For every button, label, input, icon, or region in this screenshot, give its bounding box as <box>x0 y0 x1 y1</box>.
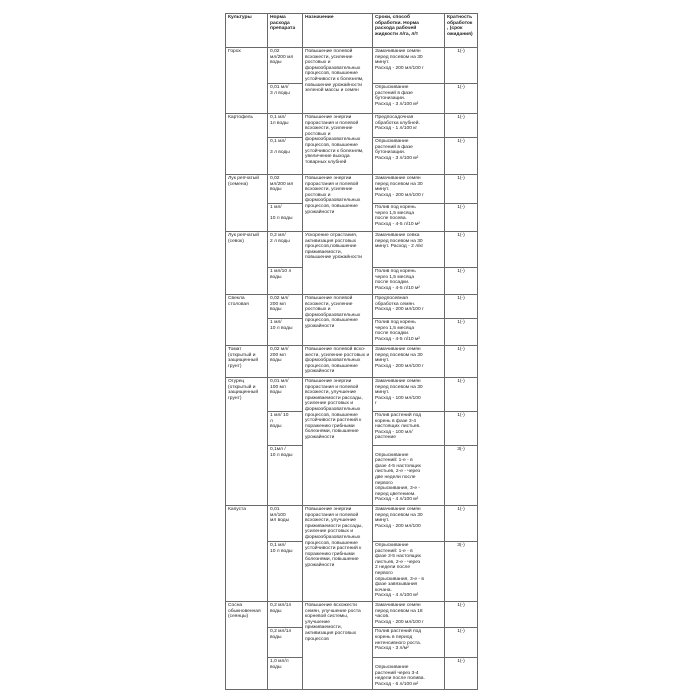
header-purpose: Назначение <box>303 14 373 48</box>
cell-multiplicity: 1(-) <box>445 48 478 84</box>
cell-multiplicity: 1(-) <box>445 628 478 658</box>
cell-culture: Огурец (открытый и защищенный грунт) <box>226 377 268 505</box>
cell-culture: Горох <box>226 48 268 114</box>
cell-timing: Опрыскивание растений в фазе бутонизации. Расход - 3 л/100 м² <box>373 138 445 175</box>
cell-multiplicity: 1(-) <box>445 411 478 445</box>
cell-dose: 0,2 мл/1л воды <box>268 601 303 627</box>
cell-culture: Лук репчатый (севок) <box>226 232 268 295</box>
header-multiplicity: Кратность обработок , (срок ожидания) <box>445 14 478 48</box>
cell-multiplicity: 1(-) <box>445 505 478 541</box>
cell-dose: 1,0 мл/л воды <box>268 658 303 690</box>
cell-dose: 0,02 мл/200 мл воды <box>268 175 303 204</box>
cell-multiplicity: 1(-) <box>445 658 478 690</box>
cell-dose: 0,1 мл/ 10 л воды <box>268 541 303 601</box>
cell-multiplicity: 1(-) <box>445 204 478 232</box>
table-row <box>226 232 478 268</box>
cell-purpose: Повышение энергии прорастания и полевой всхожести, улучшение приживаемости рассады, усиление ростовых и формообразовательных процессов, повышение устойчивости растений к поражению грибными болезнями, повышение урожайности <box>303 377 373 505</box>
cell-dose: 1 мл/10 л воды <box>268 268 303 295</box>
cell-culture: Томат (открытый и защищенный грунт) <box>226 346 268 378</box>
cell-multiplicity: 3(-) <box>445 541 478 601</box>
cell-multiplicity: 1(-) <box>445 268 478 295</box>
cell-timing: Замачивание семян перед посевом на 30 минут. Расход - 200 мл/100 г <box>373 346 445 378</box>
table-row <box>226 175 478 204</box>
cell-multiplicity: 1(-) <box>445 175 478 204</box>
cell-multiplicity: 3(-) <box>445 445 478 505</box>
cell-timing: Полив под корень через 1,5 месяца после посадки. Расход - 4-5 л/10 м² <box>373 319 445 346</box>
cell-purpose: Повышение всхожести семян, улучшение роста корневой системы, улучшение приживаемости, активизация ростовых процессов <box>303 601 373 689</box>
cell-dose: 0,01 мл/100 мл воды <box>268 505 303 541</box>
preparation-table <box>225 13 478 690</box>
cell-culture: Капуста <box>226 505 268 601</box>
table-header-row <box>226 14 478 48</box>
cell-purpose: Повышение полевой всхожести, усиление ростовых и формообразовательных процессов, повышение устойчивости к болезням, повышение урожайности зеленой массы и семян <box>303 48 373 114</box>
cell-timing: Полив растений под корень в период интенсивного роста. Расход - 3 л/м² <box>373 628 445 658</box>
cell-dose: 0,1 мл/ 3 л воды <box>268 138 303 175</box>
cell-timing: Замачивание семян перед посевом на 30 минут. Расход - 100 мл/100 г <box>373 377 445 411</box>
cell-timing: Замачивание семян перед посевом на 30 минут. Расход - 200 мл/100 <box>373 505 445 541</box>
table-row <box>226 505 478 541</box>
table-row <box>226 377 478 411</box>
cell-purpose: Повышение полевой всхожести, усиление ростовых и формообразовательных процессов, повышение урожайности <box>303 295 373 346</box>
cell-multiplicity: 1(-) <box>445 346 478 378</box>
cell-culture: Свекла столовая <box>226 295 268 346</box>
cell-dose: 1 мл/ 10 л воды <box>268 204 303 232</box>
cell-timing: Замачивание семян перед посевом на 30 минут. Расход - 200 мл/100 г <box>373 48 445 84</box>
cell-dose: 0,1мл / 10 л воды <box>268 445 303 505</box>
table-row <box>226 114 478 138</box>
cell-timing: Предпосадочная обработка клубней. Расход - 1 л/100 кг <box>373 114 445 138</box>
cell-timing: Полив под корень через 1,5 месяца после посева. Расход - 4-5 л/10 м² <box>373 204 445 232</box>
cell-dose: 0,02 мл/ 200 мл воды <box>268 346 303 378</box>
cell-purpose: Повышение энергии прорастания и полевой всхожести, усиление ростовых и формообразовательных процессов, повышение урожайности <box>303 175 373 232</box>
cell-timing: Опрыскивание растений: 1-е - в фазе 3-5 настоящих листьев, 2-е - через 2 недели после первого опрыскивания, 3-е - в фазе завязывания кочана. Расход - 4 л/100 м² <box>373 541 445 601</box>
cell-dose: 0,2 мл/1л воды <box>268 628 303 658</box>
cell-multiplicity: 1(-) <box>445 232 478 268</box>
cell-culture: Сосна обыкновенная (сеянцы) <box>226 601 268 689</box>
cell-purpose: Ускорение отрастания, активизация ростовых процессов,повышение приживаемости, повышение урожайности <box>303 232 373 295</box>
cell-multiplicity: 1(-) <box>445 319 478 346</box>
cell-timing: Замачивание семян перед посевом на 30 минут. Расход - 200 мл/100 г <box>373 175 445 204</box>
cell-dose: 1 мл/ 10 л воды <box>268 319 303 346</box>
table-row <box>226 346 478 378</box>
cell-culture: Лук репчатый (семена) <box>226 175 268 232</box>
cell-dose: 0,02 мл/200 мл воды <box>268 48 303 84</box>
header-dose: Норма расхода препарата <box>268 14 303 48</box>
cell-timing: Предпосевная обработка семян. Расход - 200 мл/100 г <box>373 295 445 319</box>
table-row <box>226 601 478 627</box>
cell-multiplicity: 1(-) <box>445 84 478 114</box>
cell-multiplicity: 1(-) <box>445 601 478 627</box>
header-culture: Культуры <box>226 14 268 48</box>
cell-timing: Опрыскивание растений: 1-е - в фазе 4-5 настоящих листьев, 2-е - через две недели после первого опрыскивания, 3-е - перед цветением. Расход - 4 л/100 м² <box>373 445 445 505</box>
cell-multiplicity: 1(-) <box>445 138 478 175</box>
table-body <box>226 48 478 690</box>
cell-purpose: Повышение энергии прорастания и полевой всхожести, усиление ростовых и формообразовательных процессов, повышение устойчивости к болезням, увеличение выхода товарных клубней <box>303 114 373 175</box>
cell-purpose: Повышение полевой всхо- жести, усиление ростовых и формообразовательных процессов, повышение урожайности <box>303 346 373 378</box>
table-row <box>226 48 478 84</box>
table-row <box>226 295 478 319</box>
cell-timing: Полив растений под корень в фазе 3-4 настоящих листьев. Расход - 100 мл/ растение <box>373 411 445 445</box>
cell-timing: Замачивание севка перед посевом на 30 минут. Расход - 2 л/кг <box>373 232 445 268</box>
cell-multiplicity: 1(-) <box>445 295 478 319</box>
cell-dose: 0,01 мл/ 3 л воды <box>268 84 303 114</box>
cell-dose: 1 мл/ 10 л воды <box>268 411 303 445</box>
cell-multiplicity: 1(-) <box>445 377 478 411</box>
cell-dose: 0,2 мл/ 2 л воды <box>268 232 303 268</box>
cell-multiplicity: 1(-) <box>445 114 478 138</box>
cell-timing: Опрыскивание растений в фазе бутонизации. Расход - 3 л/100 м² <box>373 84 445 114</box>
cell-dose: 0,02 мл/ 200 мл воды <box>268 295 303 319</box>
cell-dose: 0,1 мл/ 1л воды <box>268 114 303 138</box>
cell-timing: Опрыскивание растений через 3-4 недели после полива. Расход - 6 л/100 м² <box>373 658 445 690</box>
cell-culture: Картофель <box>226 114 268 175</box>
cell-timing: Замачивание семян перед посевом на 18 часов. Расход - 200 мл/100 г <box>373 601 445 627</box>
cell-dose: 0,01 мл/ 100 мл воды <box>268 377 303 411</box>
header-timing: Сроки, способ обработки. Норма расхода рабочей жидкости л/га, л/т <box>373 14 445 48</box>
cell-purpose: Повышение энергии прорастания и полевой всхожести, улучшение приживаемости рассады, усиление ростовых и формообразовательных процессов, повышение устойчивости растений к поражению грибными болезнями, повышение урожайности <box>303 505 373 601</box>
cell-timing: Полив под корень через 1,5 месяца после посадки. Расход - 4-5 л/10 м² <box>373 268 445 295</box>
